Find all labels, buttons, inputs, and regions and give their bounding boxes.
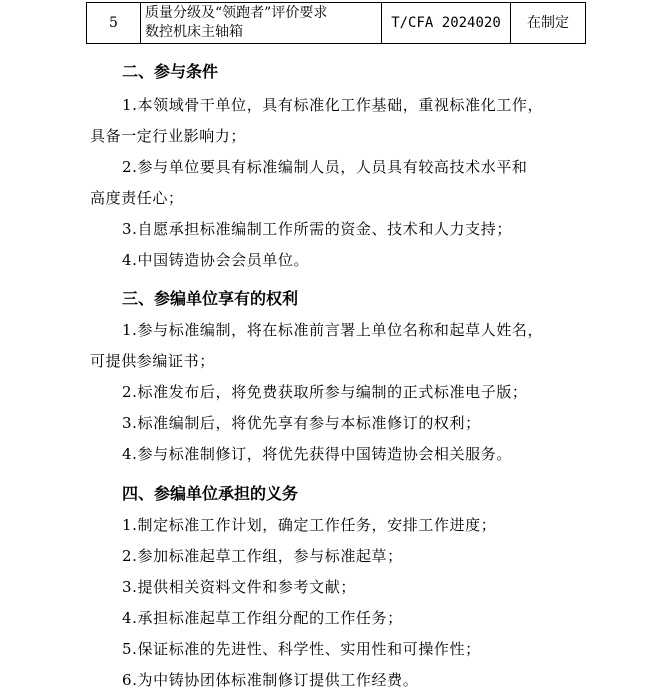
conditions-item-3: 3.自愿承担标准编制工作所需的资金、技术和人力支持； bbox=[122, 220, 512, 238]
conditions-item-1: 1.本领域骨干单位，具有标准化工作基础，重视标准化工作， bbox=[122, 96, 544, 114]
rights-item-4: 4.参与标准制修订，将优先获得中国铸造协会相关服务。 bbox=[122, 445, 512, 463]
standard-name-line-1: 质量分级及“领跑者”评价要求 bbox=[145, 5, 328, 21]
standard-code-cell: T/CFA 2024020 bbox=[382, 3, 511, 44]
conditions-item-2: 2.参与单位要具有标准编制人员，人员具有较高技术水平和 bbox=[122, 158, 528, 176]
standard-name-line-2: 数控机床主轴箱 bbox=[145, 24, 243, 40]
section-heading-conditions: 二、参与条件 bbox=[122, 62, 219, 81]
rights-item-2: 2.标准发布后，将免费获取所参与编制的正式标准电子版； bbox=[122, 383, 528, 401]
rights-item-3: 3.标准编制后，将优先享有参与本标准修订的权利； bbox=[122, 414, 481, 432]
obligations-item-6: 6.为中铸协团体标准制修订提供工作经费。 bbox=[122, 671, 419, 689]
obligations-item-1: 1.制定标准工作计划，确定工作任务，安排工作进度； bbox=[122, 516, 497, 534]
standard-name-cell bbox=[141, 3, 382, 44]
section-heading-rights: 三、参编单位享有的权利 bbox=[122, 289, 299, 308]
conditions-item-4: 4.中国铸造协会会员单位。 bbox=[122, 251, 310, 269]
obligations-item-3: 3.提供相关资料文件和参考文献； bbox=[122, 578, 356, 596]
conditions-item-2-cont: 高度责任心； bbox=[90, 189, 184, 207]
obligations-item-4: 4.承担标准起草工作组分配的工作任务； bbox=[122, 609, 403, 627]
conditions-item-1-cont: 具备一定行业影响力； bbox=[90, 127, 247, 145]
rights-item-1: 1.参与标准编制，将在标准前言署上单位名称和起草人姓名， bbox=[122, 321, 544, 339]
standards-table bbox=[86, 2, 586, 44]
obligations-item-2: 2.参加标准起草工作组，参与标准起草； bbox=[122, 547, 403, 565]
rights-item-1-cont: 可提供参编证书； bbox=[90, 352, 215, 370]
table-row bbox=[87, 3, 586, 44]
obligations-item-5: 5.保证标准的先进性、科学性、实用性和可操作性； bbox=[122, 640, 481, 658]
row-number-cell: 5 bbox=[87, 3, 141, 44]
section-heading-obligations: 四、参编单位承担的义务 bbox=[122, 484, 299, 503]
status-cell: 在制定 bbox=[511, 3, 586, 44]
